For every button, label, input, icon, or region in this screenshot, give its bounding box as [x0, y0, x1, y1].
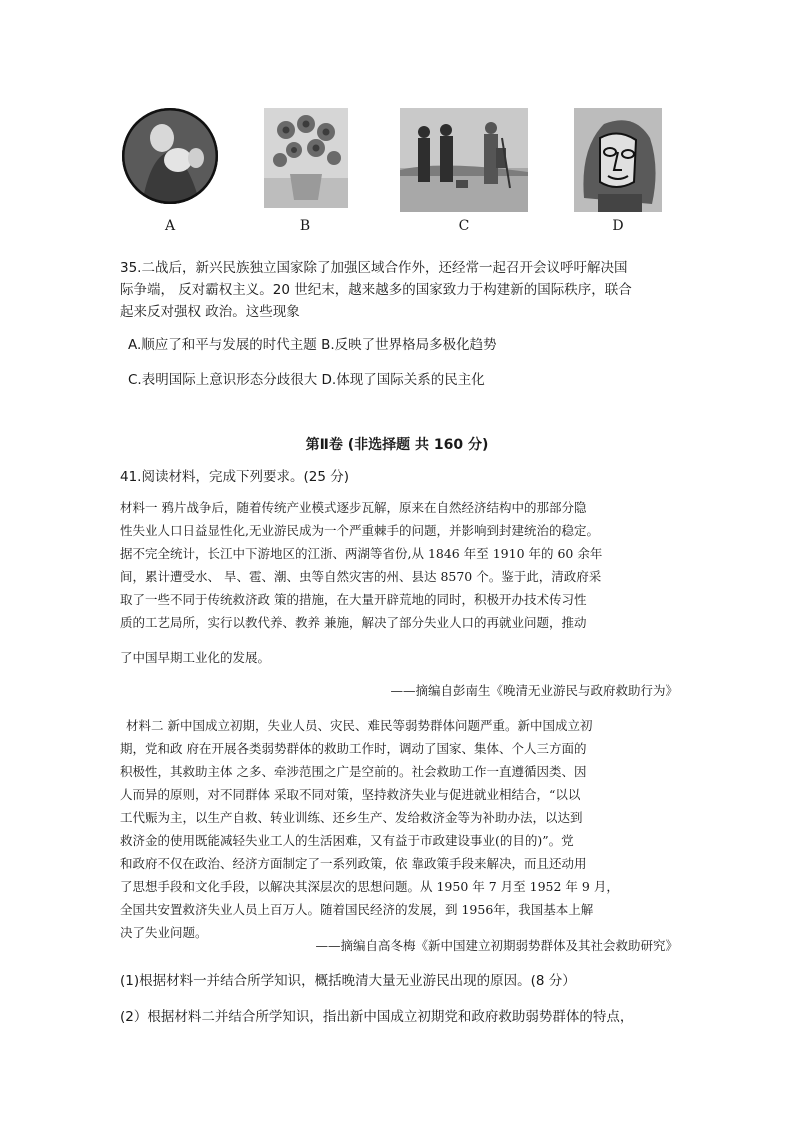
figure-a-label: A — [164, 218, 176, 234]
figure-c-image — [400, 108, 528, 212]
question-35-options-ab: A.顺应了和平与发展的时代主题 B.反映了世界格局多极化趋势 — [128, 337, 497, 353]
material-2-line5: 工代赈为主，以生产自救、转业训练、还乡生产、发给救济金等为补助办法，以达到 — [120, 810, 583, 825]
material-2-line7: 和政府不仅在政治、经济方面制定了一系列政策，依 靠政策手段来解决，而且还动用 — [120, 856, 587, 871]
figure-a-image — [122, 108, 218, 204]
material-2-line3: 积极性，其救助主体 之多、牵涉范围之广是空前的。社会救助工作一直遵循因类、因 — [120, 764, 587, 779]
figure-b-label: B — [299, 218, 311, 234]
bonjour-courbet-painting-icon — [400, 108, 528, 212]
material-2-source: ——摘编自高冬梅《新中国建立初期弱势群体及其社会救助研究》 — [315, 938, 678, 953]
question-35-options-cd: C.表明国际上意识形态分歧很大 D.体现了国际关系的民主化 — [128, 372, 485, 388]
material-2-line6: 救济金的使用既能减轻失业工人的生活困难，又有益于市政建设事业(的目的)”。党 — [120, 833, 574, 848]
figure-b-image — [264, 108, 348, 208]
figure-c-label: C — [458, 218, 470, 234]
question-35-stem-line1: 35.二战后，新兴民族独立国家除了加强区域合作外，还经常一起召开会议呼吁解决国 — [120, 260, 628, 276]
section-title: 第Ⅱ卷 (非选择题 共 160 分) — [305, 437, 489, 453]
material-2-line10: 决了失业问题。 — [120, 925, 208, 940]
material-2-line9: 全国共安置救济失业人员上百万人。随着国民经济的发展，到 1956年，我国基本上解 — [120, 902, 594, 917]
material-1-line1: 材料一 鸦片战争后，随着传统产业模式逐步瓦解，原来在自然经济结构中的那部分隐 — [120, 500, 587, 515]
sunflowers-painting-icon — [264, 108, 348, 208]
material-1-line4: 间，累计遭受水、 旱、雹、潮、虫等自然灾害的州、县达 8570 个。鉴于此，清政府采 — [120, 569, 602, 584]
material-1-source: ——摘编自彭南生《晚清无业游民与政府救助行为》 — [390, 683, 678, 698]
question-35-stem-line2: 际争端， 反对霸权主义。20 世纪末，越来越多的国家致力于构建新的国际秩序，联合 — [120, 282, 632, 298]
material-1-line2: 性失业人口日益显性化,无业游民成为一个严重棘手的问题，并影响到封建统治的稳定。 — [120, 523, 599, 538]
sub-question-1: (1)根据材料一并结合所学知识，概括晚清大量无业游民出现的原因。(8 分） — [120, 973, 576, 989]
sub-question-2: (2）根据材料二并结合所学知识，指出新中国成立初期党和政府救助弱势群体的特点， — [120, 1009, 634, 1025]
cubist-portrait-icon — [574, 108, 662, 212]
madonna-painting-icon — [122, 108, 218, 204]
material-1-line5: 取了一些不同于传统救济政 策的措施，在大量开辟荒地的同时，积极开办技术传习性 — [120, 592, 587, 607]
figure-d-label: D — [612, 218, 624, 234]
material-2-line2: 期，党和政 府在开展各类弱势群体的救助工作时，调动了国家、集体、个人三方面的 — [120, 741, 587, 756]
material-1-line6: 质的工艺局所，实行以教代养、教养 兼施，解决了部分失业人口的再就业问题，推动 — [120, 615, 587, 630]
material-2-line8: 了思想手段和文化手段，以解决其深层次的思想问题。从 1950 年 7 月至 1952 年 9 月， — [120, 879, 619, 894]
question-35-stem-line3: 起来反对强权 政治。这些现象 — [120, 304, 300, 320]
artwork-figures — [118, 100, 678, 240]
material-1-line7: 了中国早期工业化的发展。 — [120, 650, 271, 665]
figure-d-image — [574, 108, 662, 212]
material-2-line1: 材料二 新中国成立初期，失业人员、灾民、难民等弱势群体问题严重。新中国成立初 — [126, 718, 593, 733]
material-1-line3: 据不完全统计，长江中下游地区的江浙、两湖等省份,从 1846 年至 1910 年的 60 余年 — [120, 546, 603, 561]
material-2-line4: 人而异的原则，对不同群体 采取不同对策，坚持救济失业与促进就业相结合，“以以 — [120, 787, 581, 802]
question-41-prompt: 41.阅读材料，完成下列要求。(25 分) — [120, 469, 349, 485]
